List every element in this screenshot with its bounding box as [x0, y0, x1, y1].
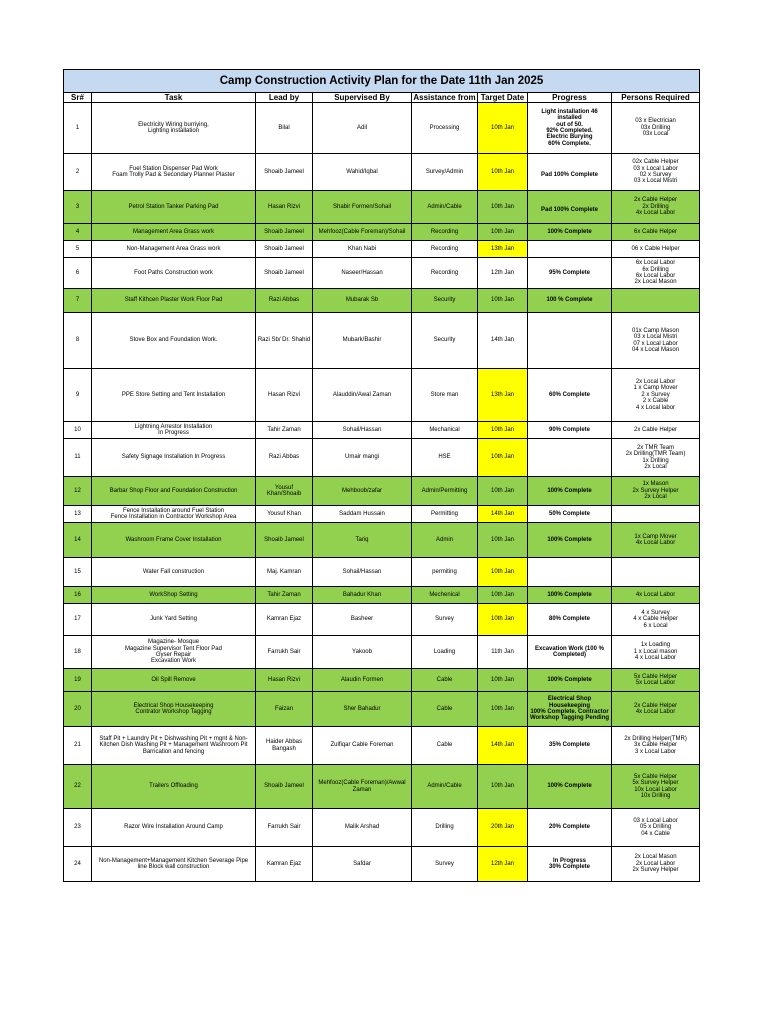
cell-supervised: Mubarak Sb [313, 289, 412, 313]
cell-lead: Shoaib Jameel [256, 523, 313, 558]
cell-persons: 1x Loading 1 x Local mason 4 x Local Labor [612, 636, 700, 669]
cell-progress: 100% Complete [528, 587, 612, 604]
col-header-supervised: Supervised By [313, 93, 412, 103]
cell-persons: 2x Cable Helper 2x Drilling 4x Local Labor [612, 191, 700, 224]
table-row [64, 847, 700, 882]
col-header-task: Task [92, 93, 256, 103]
cell-persons: 1x Camp Mover 4x Local Labor [612, 523, 700, 558]
cell-supervised: Adil [313, 103, 412, 154]
cell-lead: Shoaib Jameel [256, 241, 313, 258]
cell-persons: 01x Camp Mason 03 x Local Mistri 07 x Local Labor 04 x Local Mason [612, 313, 700, 369]
cell-task: Razor Wire Installation Around Camp [92, 809, 256, 847]
cell-supervised: Umair mangi [313, 439, 412, 477]
cell-target-date: 10th Jan [478, 669, 528, 692]
cell-sr: 16 [64, 587, 92, 604]
cell-supervised: Malik Arshad [313, 809, 412, 847]
cell-assistance: Drilling [412, 809, 478, 847]
table-row [64, 224, 700, 241]
cell-persons: 4 x Survey 4 x Cable Helper 6 x Local [612, 604, 700, 636]
cell-persons [612, 289, 700, 313]
cell-progress: Light installation 46 installed out of 50. 92% Completed. Electric Burying 60% Complete. [528, 103, 612, 154]
cell-target-date: 10th Jan [478, 289, 528, 313]
cell-assistance: Cable [412, 692, 478, 727]
cell-supervised: Sohail/Hassan [313, 422, 412, 439]
cell-sr: 6 [64, 258, 92, 289]
table-row [64, 191, 700, 224]
cell-sr: 18 [64, 636, 92, 669]
header-row [64, 93, 700, 103]
cell-persons: 6x Local Labor 6x Drilling 6x Local Labor 2x Local Mason [612, 258, 700, 289]
cell-assistance: Recording [412, 224, 478, 241]
cell-persons: 03 x Local Labor 05 x Drilling 04 x Cable [612, 809, 700, 847]
cell-persons: 5x Cable Helper 5x Local Labor [612, 669, 700, 692]
table-row [64, 523, 700, 558]
cell-assistance: Permitting [412, 506, 478, 523]
cell-sr: 2 [64, 154, 92, 191]
cell-persons: 03 x Electrician 03x Drilling 03x Local [612, 103, 700, 154]
cell-assistance: Cable [412, 727, 478, 765]
cell-sr: 15 [64, 558, 92, 587]
cell-assistance: Loading [412, 636, 478, 669]
cell-sr: 11 [64, 439, 92, 477]
cell-task: Electrical Shop Housekeeping Contrator Workshop Tagging [92, 692, 256, 727]
col-header-sr: Sr# [64, 93, 92, 103]
cell-task: Oil Spill Remove [92, 669, 256, 692]
cell-sr: 8 [64, 313, 92, 369]
cell-target-date: 10th Jan [478, 587, 528, 604]
cell-persons: 02x Cable Helper 03 x Local Labor 02 x Survey 03 x Local Mistri [612, 154, 700, 191]
cell-lead: Yousuf Khan/Shoaib [256, 477, 313, 506]
cell-supervised: Naseer/Hassan [313, 258, 412, 289]
table-row [64, 558, 700, 587]
cell-persons: 2x Cable Helper 4x Local Labor [612, 692, 700, 727]
cell-progress: 80% Complete [528, 604, 612, 636]
cell-target-date: 20th Jan [478, 809, 528, 847]
table-row [64, 765, 700, 809]
cell-progress: In Progress 30% Complete [528, 847, 612, 882]
table-row [64, 692, 700, 727]
cell-supervised: Shabir Formen/Sohail [313, 191, 412, 224]
cell-progress: 100% Complete [528, 765, 612, 809]
cell-progress: 20% Complete [528, 809, 612, 847]
cell-task: Non-Management+Management Kitchen Severage Pipe line Block wall construction [92, 847, 256, 882]
cell-progress [528, 439, 612, 477]
cell-assistance: Mechanical [412, 422, 478, 439]
table-row [64, 439, 700, 477]
cell-persons: 4x Local Labor [612, 587, 700, 604]
cell-persons: 6x Cable Helper [612, 224, 700, 241]
sheet-title: Camp Construction Activity Plan for the Date 11th Jan 2025 [64, 70, 700, 93]
cell-lead: Tahir Zaman [256, 422, 313, 439]
cell-lead: Hasan Rizvi [256, 669, 313, 692]
cell-sr: 12 [64, 477, 92, 506]
cell-assistance: Security [412, 289, 478, 313]
cell-sr: 4 [64, 224, 92, 241]
cell-target-date: 12th Jan [478, 847, 528, 882]
table-row [64, 103, 700, 154]
cell-sr: 19 [64, 669, 92, 692]
cell-persons: 2x Drilling Helper(TMR) 3x Cable Helper 3 x Local Labor [612, 727, 700, 765]
col-header-persons: Persons Required [612, 93, 700, 103]
cell-assistance: Survey [412, 847, 478, 882]
cell-lead: Haider Abbas Bangash [256, 727, 313, 765]
cell-lead: Razi Abbas [256, 439, 313, 477]
cell-progress: 100% Complete [528, 669, 612, 692]
cell-assistance: Admin/Cable [412, 191, 478, 224]
cell-persons: 2x TMR Team 2x Drilling(TMR Team) 1x Drilling 2x Local [612, 439, 700, 477]
cell-lead: Kamran Ejaz [256, 847, 313, 882]
cell-persons [612, 558, 700, 587]
cell-lead: Bilal [256, 103, 313, 154]
cell-persons [612, 506, 700, 523]
cell-sr: 7 [64, 289, 92, 313]
cell-assistance: Store man [412, 369, 478, 422]
cell-task: Lightning Arrestor Installation In Progress [92, 422, 256, 439]
cell-sr: 3 [64, 191, 92, 224]
cell-assistance: permiting [412, 558, 478, 587]
cell-lead: Farrukh Sair [256, 809, 313, 847]
table-row [64, 289, 700, 313]
cell-task: Stove Box and Foundation Work. [92, 313, 256, 369]
cell-target-date: 10th Jan [478, 103, 528, 154]
cell-target-date: 11th Jan [478, 636, 528, 669]
cell-task: WorkShop Setting [92, 587, 256, 604]
cell-progress: 100% Complete [528, 477, 612, 506]
cell-supervised: Tariq [313, 523, 412, 558]
cell-task: Water Fall construction [92, 558, 256, 587]
cell-task: Junk Yard Setting [92, 604, 256, 636]
table-row [64, 587, 700, 604]
cell-progress: 50% Complete [528, 506, 612, 523]
cell-lead: Maj. Kamran [256, 558, 313, 587]
cell-supervised: Khan Nabi [313, 241, 412, 258]
cell-persons: 2x Cable Helper [612, 422, 700, 439]
table-row [64, 313, 700, 369]
cell-progress: Pad 100% Complete [528, 191, 612, 224]
cell-task: Staff Kithcen Plaster Work Floor Pad [92, 289, 256, 313]
cell-sr: 9 [64, 369, 92, 422]
cell-lead: Hasan Rizvi [256, 191, 313, 224]
cell-task: Non-Management Area Grass work [92, 241, 256, 258]
cell-assistance: Admin [412, 523, 478, 558]
cell-task: Magazine- Mosque Magazine Supervisor Tent Floor Pad Gyser Repair Excavation Work [92, 636, 256, 669]
cell-sr: 22 [64, 765, 92, 809]
col-header-target-date: Target Date [478, 93, 528, 103]
cell-task: Electricity Wiring burriying, Lighting installation [92, 103, 256, 154]
table-row [64, 506, 700, 523]
table-row [64, 241, 700, 258]
cell-supervised: Sher Bahadur [313, 692, 412, 727]
cell-sr: 21 [64, 727, 92, 765]
cell-lead: Hasan Rizvi [256, 369, 313, 422]
table-row [64, 422, 700, 439]
cell-supervised: Mehfooz(Cable Foreman)/Awwal Zaman [313, 765, 412, 809]
cell-assistance: Admin/Permitting [412, 477, 478, 506]
cell-sr: 23 [64, 809, 92, 847]
cell-lead: Shoaib Jameel [256, 258, 313, 289]
cell-supervised: Alauddin/Awal Zaman [313, 369, 412, 422]
cell-assistance: Survey [412, 604, 478, 636]
cell-supervised: Wahid/Iqbal [313, 154, 412, 191]
table-row [64, 636, 700, 669]
cell-progress [528, 241, 612, 258]
cell-assistance: Recording [412, 258, 478, 289]
col-header-assistance: Assistance from [413, 93, 476, 102]
cell-persons: 1x Mason 2x Survey Helper 2x Local [612, 477, 700, 506]
cell-progress [528, 558, 612, 587]
cell-sr: 17 [64, 604, 92, 636]
cell-progress: 100 % Complete [528, 289, 612, 313]
cell-progress: 35% Complete [528, 727, 612, 765]
cell-task: Fuel Station Dispenser Pad Work Foam Trolly Pad & Secondary Planner Plaster [92, 154, 256, 191]
cell-supervised: Yakoob [313, 636, 412, 669]
cell-progress: 60% Complete [528, 369, 612, 422]
table-row [64, 669, 700, 692]
cell-task: Safety Signage Installation In Progress [92, 439, 256, 477]
table-row [64, 154, 700, 191]
cell-persons: 2x Local Mason 2x Local Labor 2x Survey Helper [612, 847, 700, 882]
cell-progress [528, 313, 612, 369]
cell-target-date: 13th Jan [478, 241, 528, 258]
cell-target-date: 10th Jan [478, 422, 528, 439]
cell-assistance: HSE [412, 439, 478, 477]
table-body [64, 103, 700, 882]
cell-target-date: 10th Jan [478, 191, 528, 224]
cell-persons: 2x Local Labor 1 x Camp Mover 2 x Survey 2 x Cable 4 x Local labor [612, 369, 700, 422]
table-row [64, 604, 700, 636]
cell-lead: Farrukh Sair [256, 636, 313, 669]
cell-target-date: 13th Jan [478, 369, 528, 422]
col-header-lead: Lead by [256, 93, 313, 103]
table-row [64, 477, 700, 506]
cell-supervised: Basheer [313, 604, 412, 636]
cell-persons: 5x Cable Helper 5x Survey Helper 10x Local Labor 10x Drilling [612, 765, 700, 809]
cell-assistance: Survey/Admin [412, 154, 478, 191]
cell-sr: 20 [64, 692, 92, 727]
cell-assistance: Admin/Cable [412, 765, 478, 809]
cell-assistance: Recording [412, 241, 478, 258]
cell-task: Petrol Station Tanker Parking Pad [92, 191, 256, 224]
cell-assistance: Security [412, 313, 478, 369]
cell-target-date: 10th Jan [478, 558, 528, 587]
cell-progress: Electrical Shop Housekeeping 100% Complete. Contractor Workshop Tagging Pending [528, 692, 612, 727]
cell-target-date: 10th Jan [478, 765, 528, 809]
cell-assistance: Cable [412, 669, 478, 692]
cell-sr: 24 [64, 847, 92, 882]
cell-task: Trailers Offloading [92, 765, 256, 809]
cell-persons: 06 x Cable Helper [612, 241, 700, 258]
cell-target-date: 12th Jan [478, 258, 528, 289]
cell-target-date: 10th Jan [478, 692, 528, 727]
cell-lead: Tahir Zaman [256, 587, 313, 604]
cell-progress: 90% Complete [528, 422, 612, 439]
activity-plan-table [63, 69, 700, 882]
cell-sr: 5 [64, 241, 92, 258]
table-row [64, 369, 700, 422]
cell-target-date: 14th Jan [478, 313, 528, 369]
cell-supervised: Mehboob/zafar [313, 477, 412, 506]
cell-progress: 95% Complete [528, 258, 612, 289]
cell-supervised: Alaudin Formen [313, 669, 412, 692]
cell-progress: 100% Complete [528, 523, 612, 558]
cell-supervised: Mehfooz(Cable Foreman)/Sohail [313, 224, 412, 241]
cell-sr: 10 [64, 422, 92, 439]
cell-assistance: Mechenical [412, 587, 478, 604]
cell-lead: Faizan [256, 692, 313, 727]
cell-supervised: Saddam Hussain [313, 506, 412, 523]
cell-sr: 13 [64, 506, 92, 523]
cell-lead: Shoaib Jameel [256, 154, 313, 191]
cell-supervised: Mubark/Bashir [313, 313, 412, 369]
cell-supervised: Safdar [313, 847, 412, 882]
cell-lead: Razi Sb/ Dr. Shahid [256, 313, 313, 369]
cell-target-date: 10th Jan [478, 439, 528, 477]
cell-lead: Kamran Ejaz [256, 604, 313, 636]
cell-supervised: Sohail/Hassan [313, 558, 412, 587]
cell-lead: Shoaib Jameel [256, 765, 313, 809]
cell-task: Fence Installation around Fuel Station Fence Installation in Contractor Workshop Area [92, 506, 256, 523]
cell-supervised: Zulfiqar Cable Foreman [313, 727, 412, 765]
cell-target-date: 14th Jan [478, 727, 528, 765]
cell-sr: 1 [64, 103, 92, 154]
cell-target-date: 10th Jan [478, 523, 528, 558]
cell-assistance: Processing [412, 103, 478, 154]
cell-progress: Excavation Work (100 % Completed) [528, 636, 612, 669]
cell-progress: Pad 100% Complete [528, 154, 612, 191]
cell-task: Management Area Grass work [92, 224, 256, 241]
cell-target-date: 10th Jan [478, 604, 528, 636]
table-row [64, 258, 700, 289]
col-header-progress: Progress [528, 93, 612, 103]
cell-target-date: 10th Jan [478, 477, 528, 506]
cell-lead: Razi Abbas [256, 289, 313, 313]
table-row [64, 727, 700, 765]
cell-supervised: Bahadur Khan [313, 587, 412, 604]
cell-task: Barbar Shop Floor and Foundation Construction [92, 477, 256, 506]
cell-progress: 100% Complete [528, 224, 612, 241]
table-row [64, 809, 700, 847]
cell-target-date: 10th Jan [478, 154, 528, 191]
cell-task: Washroom Frame Cover Installation [92, 523, 256, 558]
cell-lead: Yousuf Khan [256, 506, 313, 523]
cell-sr: 14 [64, 523, 92, 558]
cell-target-date: 10th Jan [478, 224, 528, 241]
cell-task: Staff Pit + Laundry Pit + Dishwashing Pit + mgnt & Non- Kitchen Dish Washing Pit + Management Washroom Pit Barrication and fencing [92, 727, 256, 765]
cell-lead: Shoaib Jameel [256, 224, 313, 241]
cell-target-date: 14th Jan [478, 506, 528, 523]
cell-task: PPE Store Setting and Tent Installation [92, 369, 256, 422]
cell-task: Foot Paths Construction work [92, 258, 256, 289]
